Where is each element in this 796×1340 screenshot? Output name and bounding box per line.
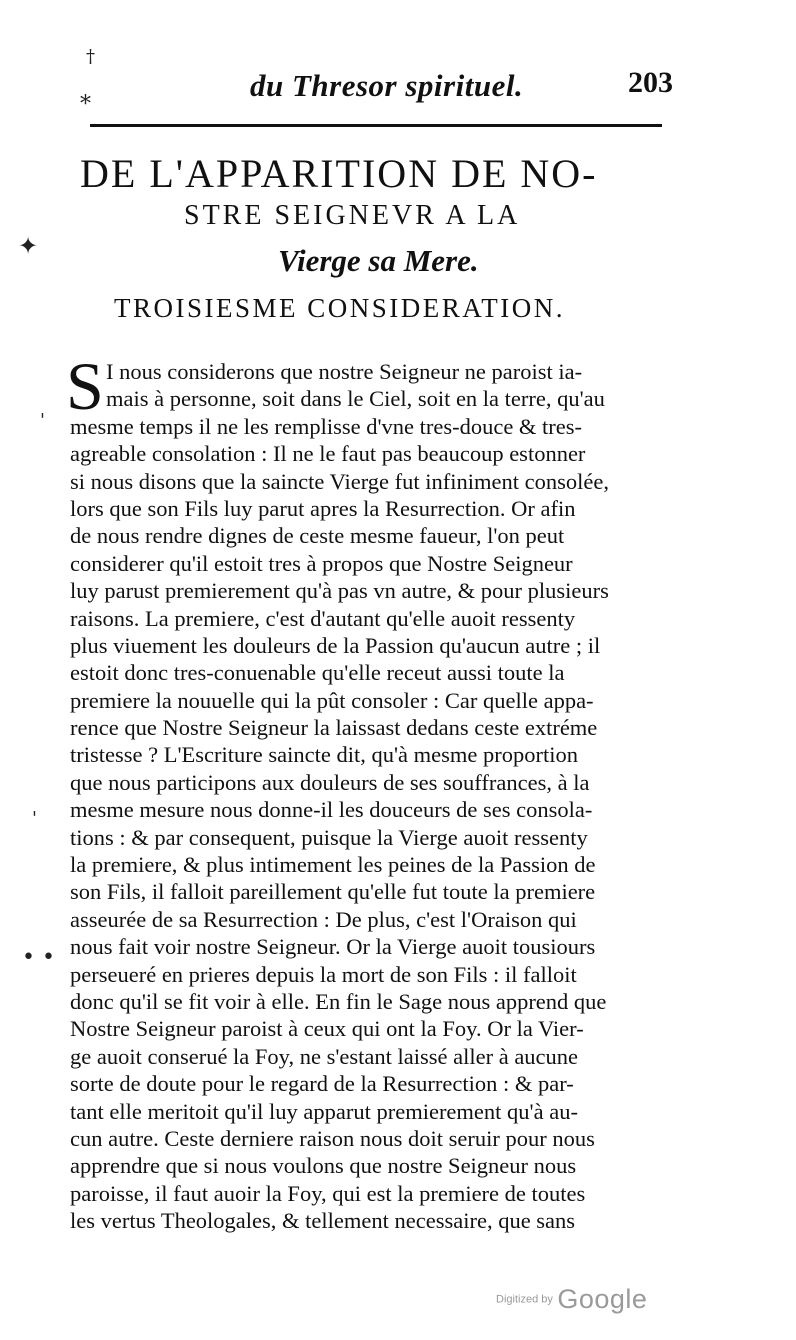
- google-logo: Google: [557, 1284, 648, 1314]
- margin-mark: ': [32, 808, 37, 829]
- digitized-by-label: Digitized by: [496, 1293, 553, 1306]
- text-line: ge auoit conserué la Foy, ne s'estant laissé aller à aucune: [70, 1043, 579, 1069]
- text-line: de nous rendre dignes de ceste mesme faueur, l'on peut: [70, 523, 565, 549]
- text-line: paroisse, il faut auoir la Foy, qui est la premiere de toutes: [70, 1180, 586, 1206]
- drop-cap: S: [66, 348, 104, 424]
- page-number: 203: [628, 66, 673, 99]
- text-line: estoit donc tres-conuenable qu'elle receut aussi toute la: [70, 660, 565, 686]
- text-line: asseurée de sa Resurrection : De plus, c'est l'Oraison qui: [70, 906, 577, 932]
- margin-mark: ✦: [18, 232, 39, 260]
- text-line: rence que Nostre Seigneur la laissast dedans ceste extréme: [70, 715, 598, 741]
- chapter-title-line-1: DE L'APPARITION DE NO-: [80, 151, 598, 196]
- text-line: mesme temps il ne les remplisse d'vne tres-douce & tres-: [70, 413, 583, 439]
- margin-mark: ': [40, 410, 45, 431]
- text-line: donc qu'il se fit voir à elle. En fin le Sage nous apprend que: [70, 988, 607, 1014]
- text-line: mesme mesure nous donne-il les douceurs de ses consola-: [70, 797, 593, 823]
- text-line: tristesse ? L'Escriture saincte dit, qu'à mesme proportion: [70, 742, 578, 768]
- text-line: agreable consolation : Il ne le faut pas beaucoup estonner: [70, 441, 586, 467]
- text-line: cun autre. Ceste derniere raison nous doit seruir pour nous: [70, 1125, 595, 1151]
- text-line: tions : & par consequent, puisque la Vierge auoit ressenty: [70, 824, 588, 850]
- text-line: premiere la nouuelle qui la pût consoler : Car quelle appa-: [70, 687, 594, 713]
- text-line: que nous participons aux douleurs de ses souffrances, à la: [70, 769, 590, 795]
- text-line: tant elle meritoit qu'il luy apparut premierement qu'à au-: [70, 1098, 578, 1124]
- text-line: luy parust premierement qu'à pas vn autre, & pour plusieurs: [70, 578, 609, 604]
- text-line: considerer qu'il estoit tres à propos que Nostre Seigneur: [70, 550, 573, 576]
- chapter-title-line-2: STRE SEIGNEVR A LA: [184, 200, 521, 231]
- text-line: mais à personne, soit dans le Ciel, soit en la terre, qu'au: [106, 386, 605, 412]
- body-text: [70, 358, 680, 1235]
- text-line: sorte de doute pour le regard de la Resurrection : & par-: [70, 1071, 574, 1097]
- text-line: lors que son Fils luy parut apres la Resurrection. Or afin: [70, 495, 576, 521]
- text-line: nous fait voir nostre Seigneur. Or la Vierge auoit tousiours: [70, 934, 596, 960]
- digitized-watermark: [496, 1284, 647, 1315]
- header-rule: [90, 124, 662, 127]
- running-head: du Thresor spirituel.: [250, 68, 524, 103]
- margin-mark: *: [80, 92, 91, 117]
- text-line: apprendre que si nous voulons que nostre Seigneur nous: [70, 1153, 577, 1179]
- text-line: plus viuement les douleurs de la Passion qu'aucun autre ; il: [70, 632, 601, 658]
- text-line: les vertus Theologales, & tellement necessaire, que sans: [70, 1208, 576, 1234]
- text-line: perseueré en prieres depuis la mort de son Fils : il falloit: [70, 961, 577, 987]
- text-line: raisons. La premiere, c'est d'autant qu'elle auoit ressenty: [70, 605, 576, 631]
- text-line: I nous considerons que nostre Seigneur ne paroist ia-: [106, 359, 583, 384]
- section-heading: TROISIESME CONSIDERATION.: [114, 293, 566, 323]
- text-line: si nous disons que la saincte Vierge fut infiniment consolée,: [70, 468, 609, 494]
- margin-mark: †: [86, 46, 95, 67]
- margin-mark: • •: [22, 945, 55, 970]
- text-line: Nostre Seigneur paroist à ceux qui ont la Foy. Or la Vier-: [70, 1016, 584, 1042]
- text-line: la premiere, & plus intimement les peines de la Passion de: [70, 852, 596, 878]
- chapter-title-line-3: Vierge sa Mere.: [278, 243, 479, 278]
- text-line: son Fils, il falloit pareillement qu'elle fut toute la premiere: [70, 879, 596, 905]
